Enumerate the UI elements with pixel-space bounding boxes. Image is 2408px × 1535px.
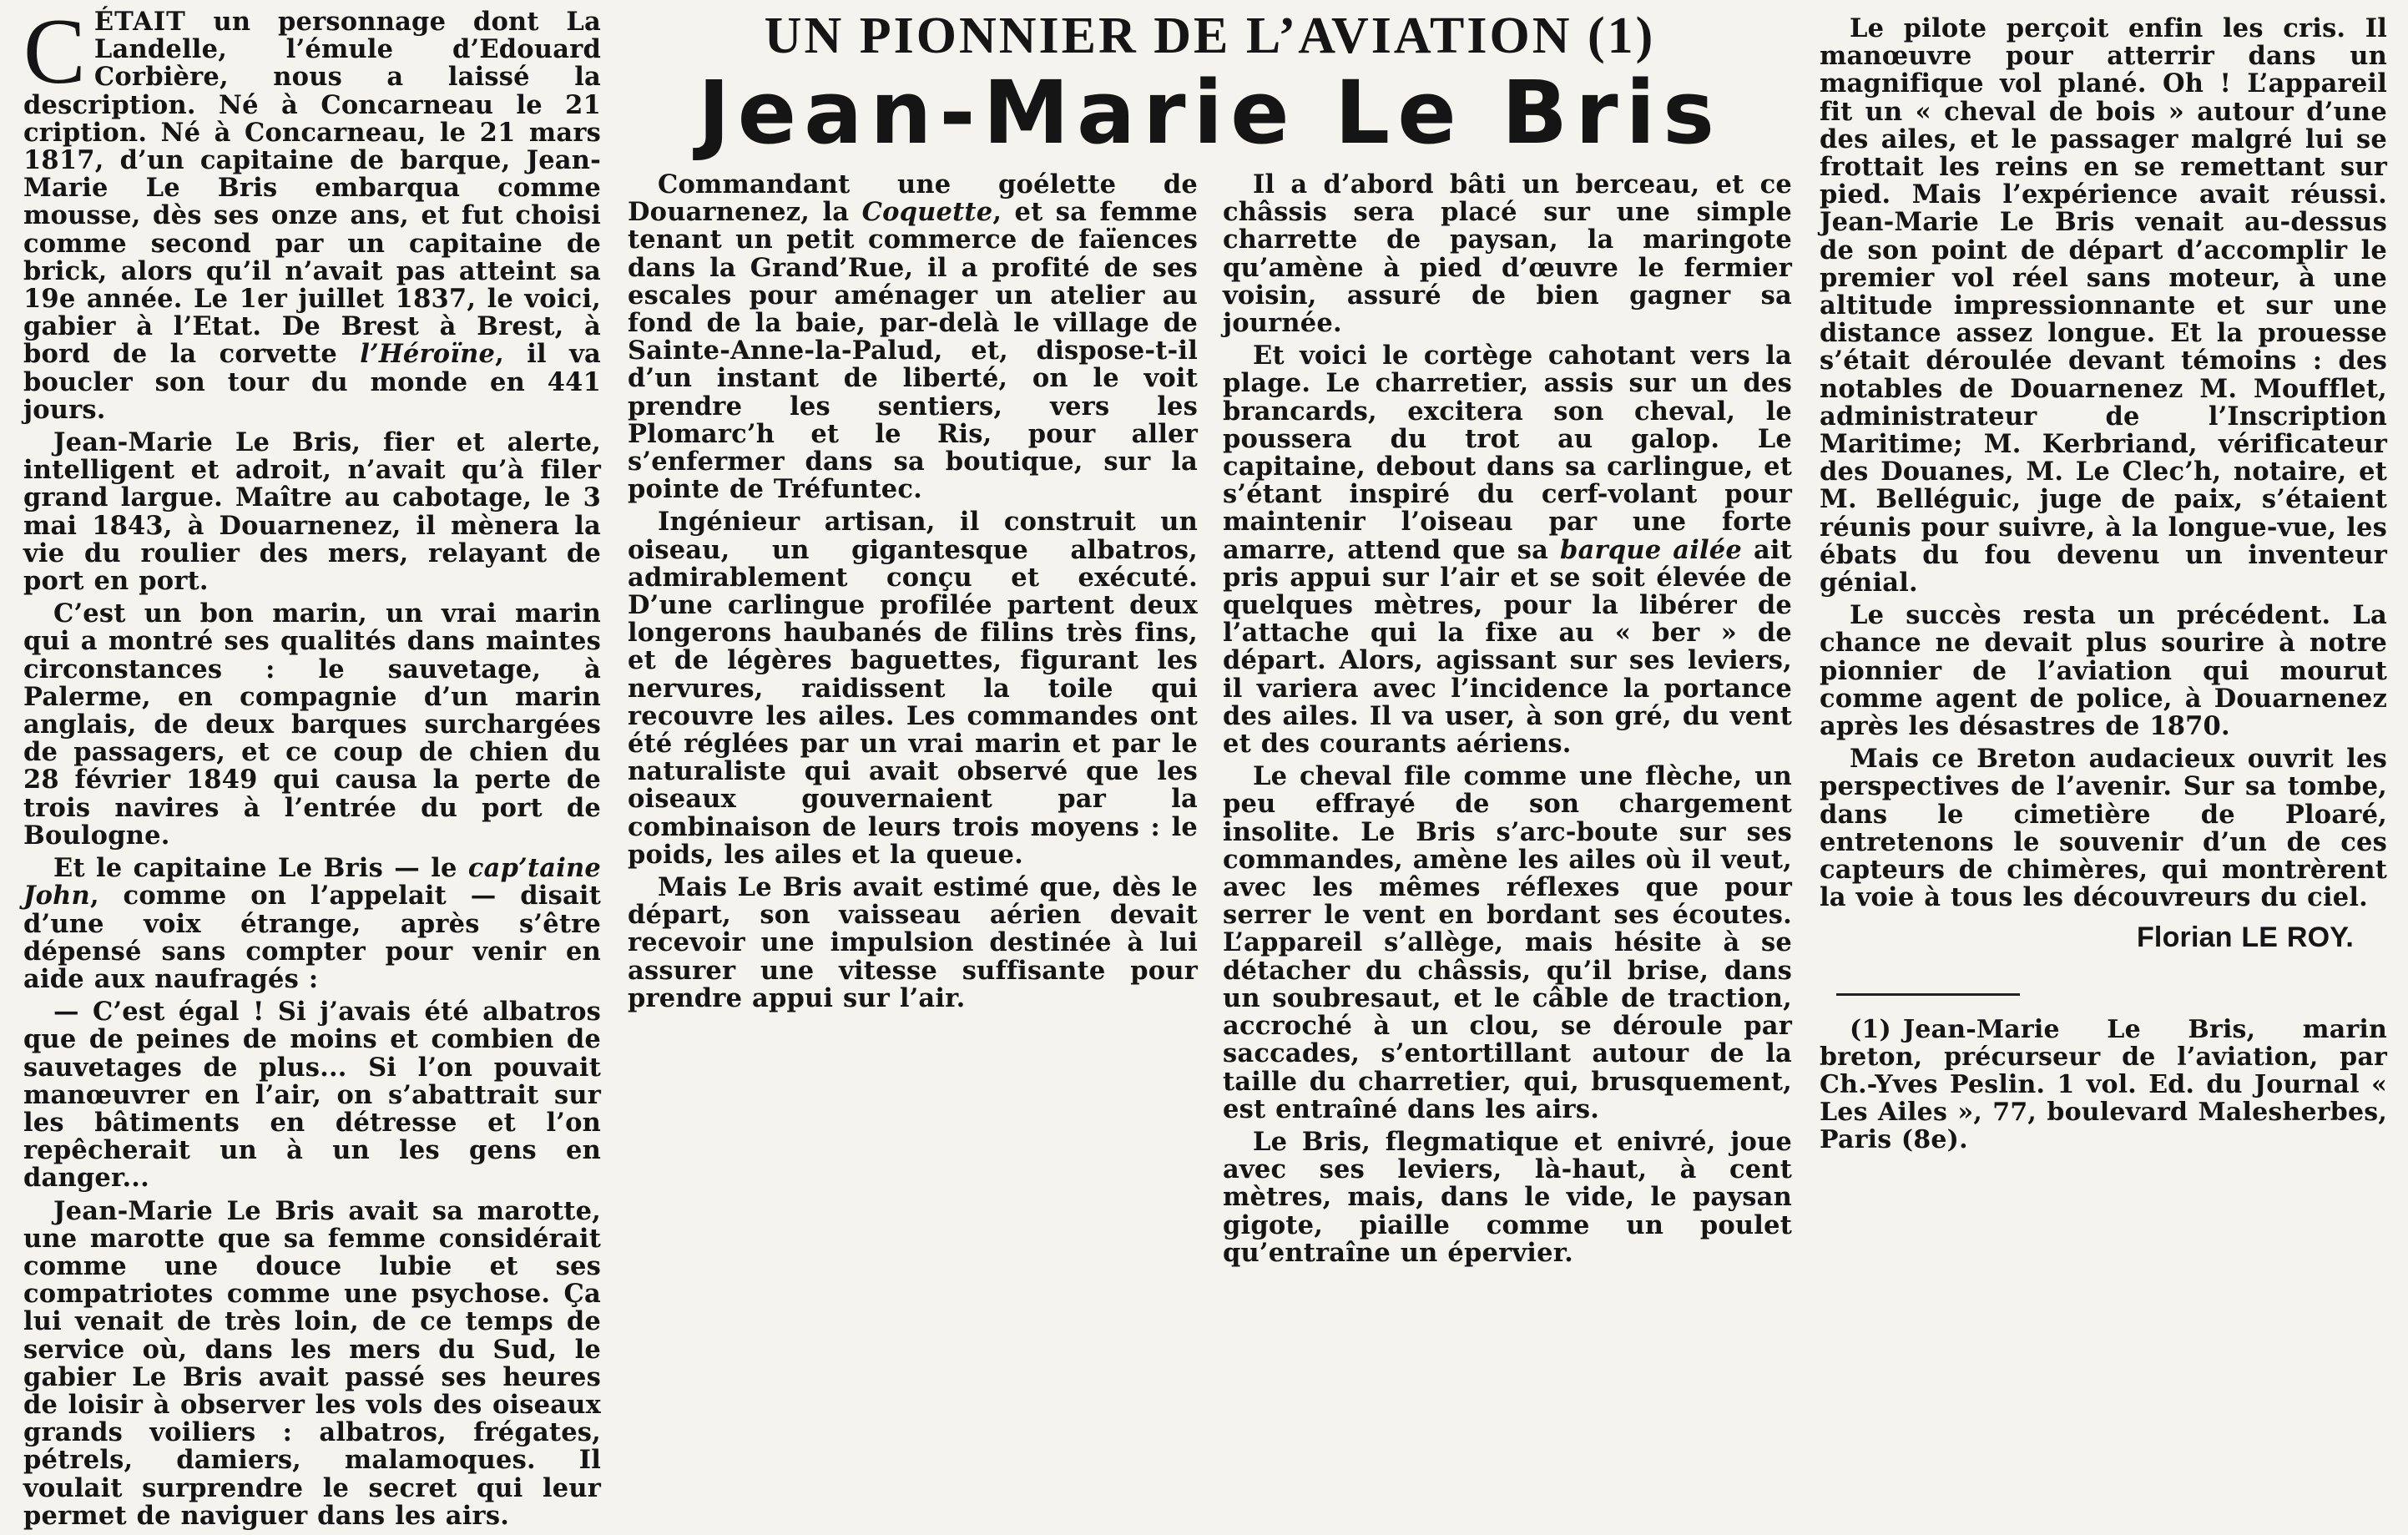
footnote-divider <box>1836 993 2020 996</box>
article-paragraph: Commandant une goélette de Douarnenez, la Coquette, et sa femme tenant un petit commerce de faïences dans la Grand’Rue, il a profité de ses escales pour aménager un atelier au fond de la baie, par-delà le village de Sainte-Anne-la-Palud, et, dispose-t-il d’un instant de liberté, on le voit prendre les sentiers, vers les Plomarc’h et le Ris, pour aller s’enfermer dans sa boutique, sur la pointe de Tréfuntec. <box>628 169 1198 505</box>
footnote-number: (1) <box>1850 1014 1891 1044</box>
article-paragraph: — C’est égal ! Si j’avais été albatros que de peines de moins et combien de sauvetages de plus... Si l’on pouvait manœuvrer en l’air, on s’abattrait sur les bâtiments en détresse et l’on repêcherait un à un les gens en danger... <box>23 997 601 1194</box>
article-paragraph: Mais Le Bris avait estimé que, dès le départ, son vaisseau aérien devait recevoir une impulsion destinée à lui assurer une vitesse suffisante pour prendre appui sur l’air. <box>628 872 1198 1013</box>
article-paragraph: Le Bris, flegmatique et enivré, joue avec ses leviers, là-haut, à cent mètres, mais, dans le vide, le paysan gigote, piaille comme un poulet qu’entraîne un épervier. <box>1223 1126 1792 1268</box>
article-paragraph: Et voici le cortège cahotant vers la plage. Le charretier, assis sur un des brancards, excitera son cheval, le poussera du trot au galop. Le capitaine, debout dans sa carlingue, et s’étant inspiré du cerf-volant pour maintenir l’oiseau par une forte amarre, attend que sa barque ailée ait pris appui sur l’air et se soit élevée de quelques mètres, pour la libérer de l’attache qui la fixe au « ber » de départ. Alors, agissant sur ses leviers, il variera avec l’incidence la portance des ailes. Il va user, à son gré, du vent et des courants aériens. <box>1223 341 1793 760</box>
article-paragraph: Le succès resta un précédent. La chance ne devait plus sourire à notre pionnier de l’aviation qui mourut comme agent de police, à Douarnenez après les désastres de 1870. <box>1820 600 2387 742</box>
article-column-4 <box>1820 15 2387 1159</box>
article-paragraph: C’est un bon marin, un vrai marin qui a montré ses qualités dans maintes circonstances : le sauvetage, à Palerme, en compagnie d’un marin anglais, de deux barques surchargées de passagers, et ce coup de chien du 28 février 1849 qui causa la perte de trois navires à l’entrée du port de Boulogne. <box>23 598 601 851</box>
article-paragraph: Le cheval file comme une flèche, un peu effrayé de son chargement insolite. Le Bris s’arc-boute sur ses commandes, amène les ailes où il veut, avec les mêmes réflexes que pour serrer le vent en bordant ses écoutes. L’appareil s’allège, mais hésite à se détacher du châssis, qu’il brise, dans un soubresaut, et le câble de traction, accroché à un clou, se déroule par saccades, s’entortillant autour de la taille du charretier, qui, brusquement, est entraîné dans les airs. <box>1223 761 1792 1124</box>
drop-cap: C <box>23 0 86 104</box>
article-paragraph: Ingénieur artisan, il construit un oiseau, un gigantesque albatros, admirablement conçu et exécuté. D’une carlingue profilée partent deux longerons haubanés de filins très fins, et de légères baguettes, figurant les nervures, raidissent la toile qui recouvre les ailes. Les commandes ont été réglées par un vrai marin et par le naturaliste qui avait observé que les oiseaux gouvernaient par la combinaison de leurs trois moyens : le poids, les ailes et la queue. <box>628 507 1198 870</box>
article-paragraph: Jean-Marie Le Bris, fier et alerte, intelligent et adroit, n’avait qu’à filer grand largue. Maître au cabotage, le 3 mai 1843, à Douarnenez, il mènera la vie du roulier des mers, relayant de port en port. <box>23 427 601 597</box>
article-paragraph: Jean-Marie Le Bris avait sa marotte, une marotte que sa femme considérait comme une douce lubie et ses compatriotes comme une psychose. Ça lui venait de très loin, de ce temps de service où, dans les mers du Sud, le gabier Le Bris avait passé ses heures de loisir à observer les vols des oiseaux grands voiliers : albatros, frégates, pétrels, damiers, malamoques. Il voulait surprendre le secret qui leur permet de naviguer dans les airs. <box>23 1195 601 1531</box>
headline-kicker: UN PIONNIER DE L’AVIATION (1) <box>764 8 1656 64</box>
article-paragraph: Et le capitaine Le Bris — le cap’taine John, comme on l’appelait — disait d’une voix étrange, après s’être dépensé sans compter pour venir en aide aux naufragés : <box>23 853 601 994</box>
article-column-3 <box>1223 171 1792 1272</box>
article-column-1 <box>23 0 601 1535</box>
article-paragraph: Il a d’abord bâti un berceau, et ce châssis sera placé sur une simple charrette de paysan, la maringote qu’amène à pied d’œuvre le fermier voisin, assuré de bien gagner sa journée. <box>1223 169 1792 339</box>
footnote: (1) Jean-Marie Le Bris, marin breton, précurseur de l’aviation, par Ch.-Yves Peslin. 1 vol. Ed. du Journal « Les Ailes », 77, boulevard Malesherbes, Paris (8e). <box>1820 1014 2387 1154</box>
article-paragraph: Mais ce Breton audacieux ouvrit les perspectives de l’avenir. Sur sa tombe, dans le cimetière de Ploaré, entretenons le souvenir d’un de ces capteurs de chimères, qui montrèrent la voie à tous les découvreurs du ciel. <box>1820 744 2387 913</box>
article-paragraph: CÉTAIT un personnage dont La Landelle, l’émule d’Edouard Corbière, nous a laissé la description. Né à Concarneau le 21 cription. Né à Concarneau, le 21 mars 1817, d’un capitaine de barque, Jean-Marie Le Bris embarqua comme mousse, dès ses onze ans, et fut choisi comme second par un capitaine de brick, alors qu’il n’avait pas atteint sa 19e année. Le 1er juillet 1837, le voici, gabier à l’Etat. De Brest à Brest, à bord de la corvette l’Héroïne, il va boucler son tour du monde en 441 jours. <box>23 0 601 425</box>
article-paragraph: Le pilote perçoit enfin les cris. Il manœuvre pour atterrir dans un magnifique vol plané. Oh ! L’appareil fit un « cheval de bois » autour d’une des ailes, et le passager malgré lui se frottait les reins en se remettant sur pied. Mais l’expérience avait réussi. Jean-Marie Le Bris venait au-dessus de son point de départ d’accomplir le premier vol réel sans moteur, à une altitude impressionnante et sur une distance assez longue. Et la prouesse s’était déroulée devant témoins : des notables de Douarnenez M. Moufflet, administrateur de l’Inscription Maritime; M. Kerbriand, vérificateur des Douanes, M. Le Clec’h, notaire, et M. Belléguic, juge de paix, s’étaient réunis pour suivre, à la longue-vue, les ébats du fou devenu un inventeur génial. <box>1820 13 2387 598</box>
author-signature: Florian LE ROY. <box>2136 921 2354 953</box>
article-column-2 <box>628 171 1198 1017</box>
headline-title: Jean-Marie Le Bris <box>697 62 1723 164</box>
